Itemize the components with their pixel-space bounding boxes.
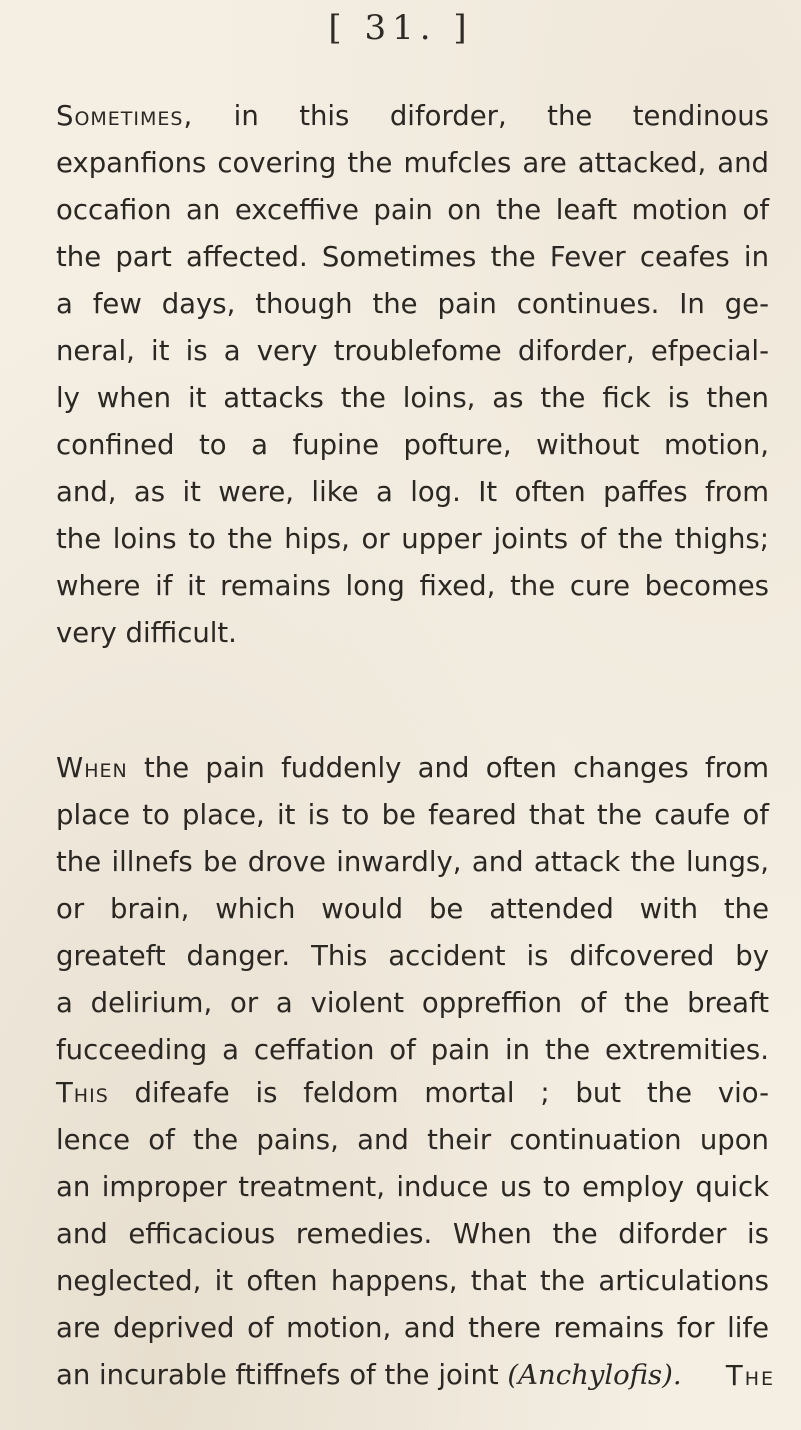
text-line: ly when it attacks the loins, as the fick is then (56, 382, 769, 414)
text-line: expanfions covering the mufcles are attacked, and (56, 147, 769, 179)
latin-term: (Anchylofis). (507, 1359, 682, 1391)
text-line: very difficult. (56, 617, 237, 649)
catchword (726, 1360, 775, 1392)
text-line: and, as it were, like a log. It often paffes from (56, 476, 769, 508)
paragraph-3 (56, 1070, 769, 1399)
line-text: the pain fuddenly and often changes from (127, 752, 769, 784)
text-line (56, 1352, 769, 1399)
text-line: fucceeding a ceffation of pain in the extremities. (56, 1034, 769, 1066)
text-line: a delirium, or a violent oppreffion of the breaft (56, 987, 769, 1019)
text-line: the part affected. Sometimes the Fever ceafes in (56, 241, 769, 273)
text-line: place to place, it is to be feared that the caufe of (56, 799, 769, 831)
line-text: in this diforder, the tendinous (193, 100, 769, 132)
catchword-text: The (725, 1360, 775, 1392)
text-line (56, 93, 769, 140)
paragraph-1 (56, 93, 769, 657)
text-line: neral, it is a very troublefome diforder, efpecial- (56, 335, 769, 367)
text-line: where if it remains long fixed, the cure becomes (56, 570, 769, 602)
paragraph-lead-word: When (56, 752, 128, 784)
page-number: [ 31. ] (328, 8, 473, 48)
text-line: or brain, which would be attended with the (56, 893, 769, 925)
text-line: are deprived of motion, and there remains for life (56, 1312, 769, 1344)
paragraph-lead-word: This (56, 1077, 109, 1109)
paragraph-2 (56, 745, 769, 1074)
text-line: the loins to the hips, or upper joints of the thighs; (56, 523, 769, 555)
text-line: neglected, it often happens, that the articulations (56, 1265, 769, 1297)
text-line: lence of the pains, and their continuation upon (56, 1124, 769, 1156)
text-line: an improper treatment, induce us to employ quick (56, 1171, 769, 1203)
line-text: an incurable ftiffnefs of the joint (56, 1359, 508, 1391)
line-text: difeafe is feldom mortal ; but the vio- (108, 1077, 769, 1109)
text-line: and efficacious remedies. When the diforder is (56, 1218, 769, 1250)
paragraph-lead-word: Sometimes, (56, 100, 194, 132)
text-line (56, 745, 769, 792)
text-line: occafion an exceffive pain on the leaft motion of (56, 194, 769, 226)
text-line: a few days, though the pain continues. In ge- (56, 288, 769, 320)
text-line: confined to a fupine pofture, without motion, (56, 429, 769, 461)
text-line (56, 1070, 769, 1117)
text-line: greateft danger. This accident is difcovered by (56, 940, 769, 972)
text-line: the illnefs be drove inwardly, and attack the lungs, (56, 846, 769, 878)
